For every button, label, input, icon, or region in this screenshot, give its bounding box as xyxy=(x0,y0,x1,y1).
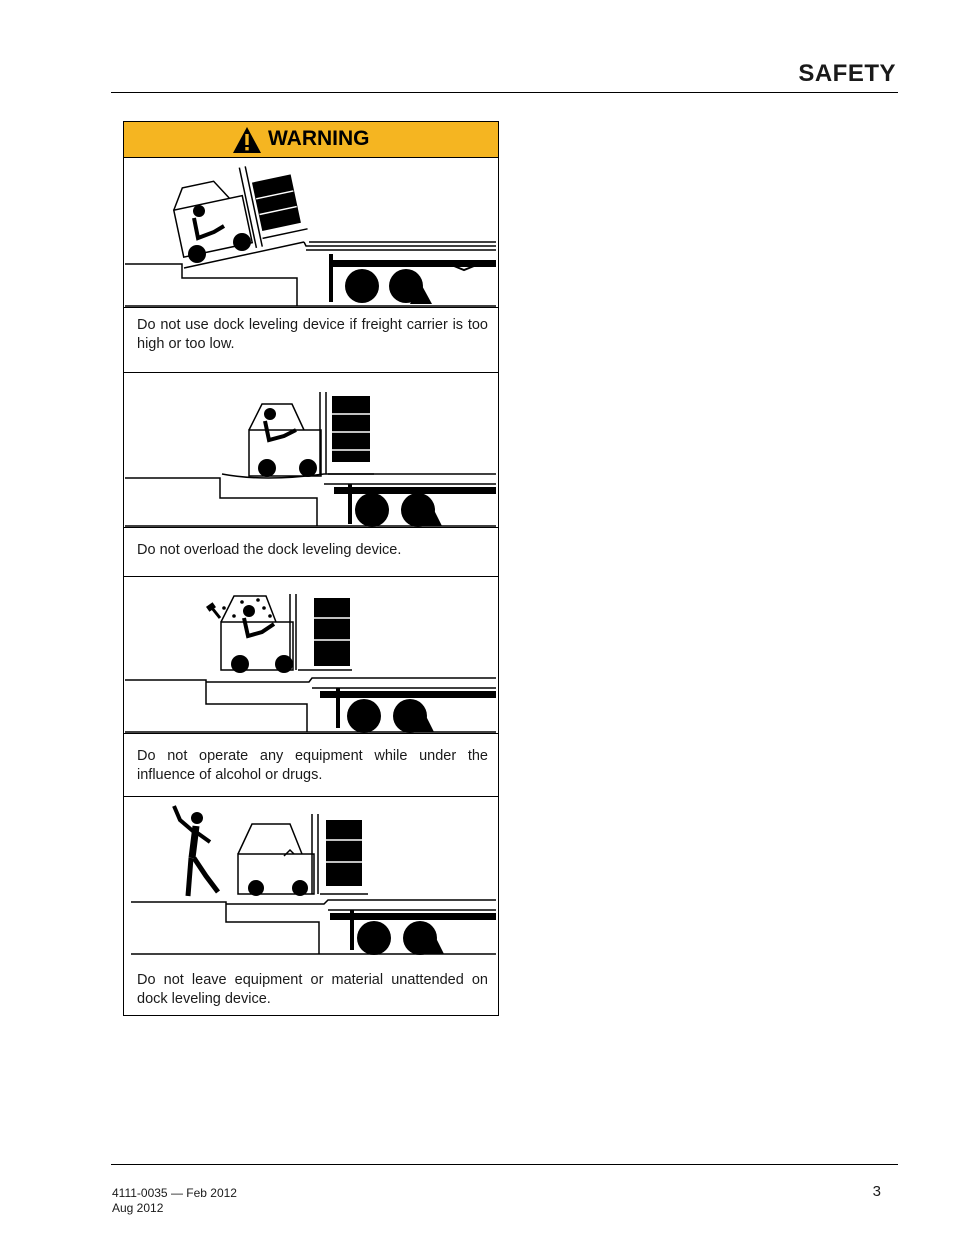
warning-triangle-icon xyxy=(232,126,262,154)
header-rule xyxy=(111,92,898,93)
warning-box xyxy=(123,121,499,1016)
section-title: SAFETY xyxy=(798,60,896,87)
unattended-forklift-illustration xyxy=(124,798,497,956)
impaired-operator-illustration xyxy=(124,578,497,734)
warning-header xyxy=(124,122,498,158)
panel-2-text: Do not overload the dock leveling device. xyxy=(137,542,402,558)
panel-1-text: Do not use dock leveling device if freight carrier is too high or too low. xyxy=(137,317,488,352)
panel-4-text: Do not leave equipment or material unattended on dock leveling device. xyxy=(137,972,488,1007)
footer-doc-info xyxy=(112,1186,237,1216)
footer-doc-number: 4111-0035 — Feb 2012 xyxy=(112,1186,237,1200)
overloaded-forklift-illustration xyxy=(124,374,497,528)
forklift-on-steep-leveler-illustration xyxy=(124,158,497,308)
footer-rule xyxy=(111,1164,898,1165)
panel-3-text: Do not operate any equipment while under the influence of alcohol or drugs. xyxy=(137,748,488,783)
warning-title: WARNING xyxy=(268,127,370,150)
page-number: 3 xyxy=(872,1183,881,1200)
footer-revision: Aug 2012 xyxy=(112,1201,164,1215)
